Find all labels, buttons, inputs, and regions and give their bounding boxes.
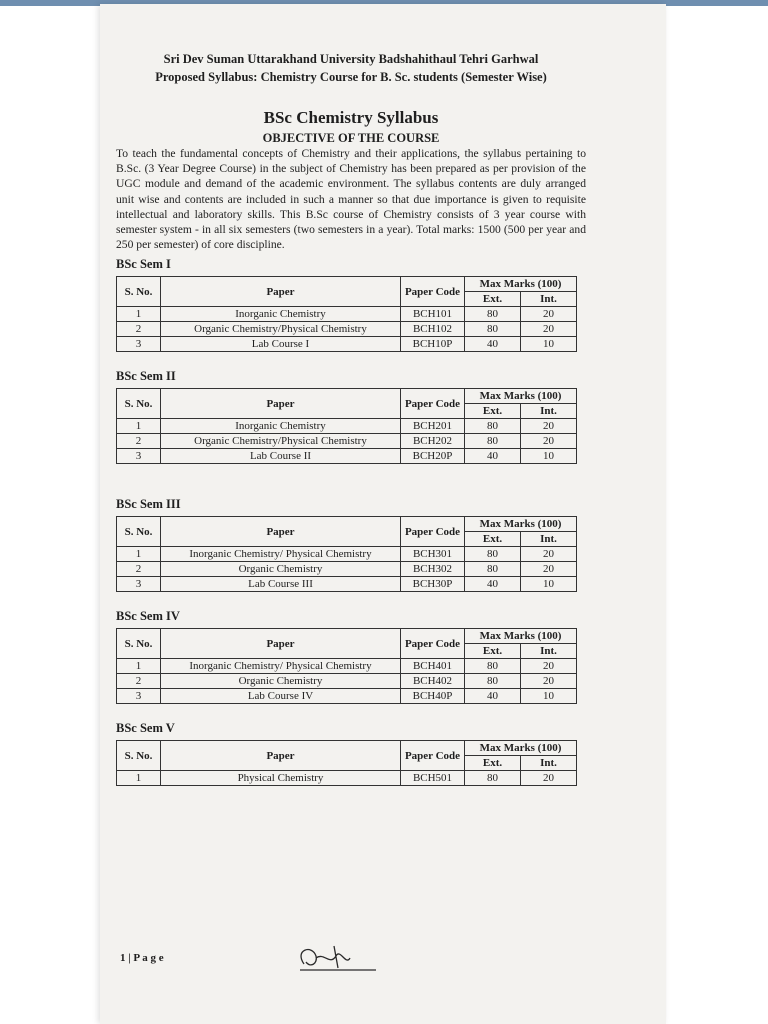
cell-sno: 3 [117,449,161,464]
col-int: Int. [521,532,577,547]
col-ext: Ext. [465,756,521,771]
col-ext: Ext. [465,532,521,547]
document-page [100,4,666,1024]
table-row [117,307,577,322]
col-max-marks: Max Marks (100) [465,389,577,404]
col-code: Paper Code [401,389,465,419]
cell-int: 20 [521,659,577,674]
cell-code: BCH201 [401,419,465,434]
cell-sno: 1 [117,659,161,674]
cell-ext: 80 [465,547,521,562]
cell-ext: 80 [465,307,521,322]
semester-table [116,628,577,704]
table-row [117,674,577,689]
cell-paper: Organic Chemistry/Physical Chemistry [161,434,401,449]
cell-sno: 1 [117,419,161,434]
table-row [117,434,577,449]
table-row [117,659,577,674]
semester-table [116,740,577,786]
cell-sno: 3 [117,337,161,352]
cell-sno: 2 [117,562,161,577]
cell-ext: 40 [465,337,521,352]
cell-int: 20 [521,547,577,562]
cell-paper: Lab Course I [161,337,401,352]
table-row [117,689,577,704]
cell-int: 20 [521,771,577,786]
semester-table [116,388,577,464]
cell-ext: 80 [465,562,521,577]
cell-sno: 3 [117,577,161,592]
col-ext: Ext. [465,292,521,307]
cell-int: 20 [521,322,577,337]
university-name: Sri Dev Suman Uttarakhand University Badshahithaul Tehri Garhwal [163,52,539,66]
semester-label: BSc Sem IV [116,609,180,624]
cell-ext: 80 [465,434,521,449]
page-title: BSc Chemistry Syllabus [263,108,439,127]
cell-sno: 2 [117,674,161,689]
cell-code: BCH302 [401,562,465,577]
col-sno: S. No. [117,741,161,771]
page-number: 1 | P a g e [120,952,164,964]
table-row [117,547,577,562]
cell-int: 20 [521,434,577,449]
col-max-marks: Max Marks (100) [465,629,577,644]
cell-ext: 80 [465,419,521,434]
cell-code: BCH202 [401,434,465,449]
col-paper: Paper [161,389,401,419]
table-header-row [117,389,577,404]
signature-icon [290,942,380,976]
cell-int: 20 [521,562,577,577]
cell-int: 10 [521,449,577,464]
col-sno: S. No. [117,277,161,307]
col-code: Paper Code [401,277,465,307]
cell-sno: 2 [117,322,161,337]
cell-sno: 3 [117,689,161,704]
cell-ext: 80 [465,322,521,337]
cell-int: 20 [521,307,577,322]
syllabus-proposal: Proposed Syllabus: Chemistry Course for B. Sc. students (Semester Wise) [155,70,547,84]
semester-label: BSc Sem V [116,721,175,736]
cell-ext: 80 [465,659,521,674]
col-code: Paper Code [401,629,465,659]
cell-code: BCH10P [401,337,465,352]
col-paper: Paper [161,517,401,547]
cell-int: 20 [521,674,577,689]
cell-code: BCH30P [401,577,465,592]
cell-paper: Physical Chemistry [161,771,401,786]
cell-ext: 40 [465,689,521,704]
cell-paper: Inorganic Chemistry/ Physical Chemistry [161,547,401,562]
col-paper: Paper [161,741,401,771]
cell-int: 10 [521,577,577,592]
col-code: Paper Code [401,741,465,771]
cell-paper: Lab Course IV [161,689,401,704]
cell-paper: Organic Chemistry/Physical Chemistry [161,322,401,337]
table-header-row [117,517,577,532]
col-sno: S. No. [117,517,161,547]
col-int: Int. [521,644,577,659]
col-paper: Paper [161,629,401,659]
table-row [117,449,577,464]
cell-sno: 1 [117,547,161,562]
table-row [117,337,577,352]
col-max-marks: Max Marks (100) [465,277,577,292]
col-sno: S. No. [117,389,161,419]
cell-code: BCH20P [401,449,465,464]
cell-int: 20 [521,419,577,434]
table-row [117,577,577,592]
cell-code: BCH402 [401,674,465,689]
col-sno: S. No. [117,629,161,659]
cell-code: BCH101 [401,307,465,322]
cell-paper: Lab Course III [161,577,401,592]
document-body [116,50,586,786]
col-paper: Paper [161,277,401,307]
cell-ext: 40 [465,577,521,592]
cell-code: BCH401 [401,659,465,674]
col-ext: Ext. [465,404,521,419]
semester-table [116,276,577,352]
page-footer [120,952,590,982]
semester-label: BSc Sem I [116,257,171,272]
col-int: Int. [521,404,577,419]
table-header-row [117,629,577,644]
cell-int: 10 [521,337,577,352]
semester-label: BSc Sem II [116,369,176,384]
cell-ext: 80 [465,674,521,689]
objective-paragraph: To teach the fundamental concepts of Chemistry and their applications, the syllabus pertaining to B.Sc. (3 Year Degree Course) in the subject of Chemistry has been prepared as per provision of the UGC module and demand of the academic environment. The syllabus contents are duly arranged unit wise and contents are included in such a manner so that due importance is given to requisite intellectual and laboratory skills. This B.Sc course of Chemistry consists of 3 year course with semester system - in all six semesters (two semesters in a year). Total marks: 1500 (500 per year and 250 per semester) of core discipline. [116,147,586,252]
cell-sno: 1 [117,771,161,786]
cell-paper: Inorganic Chemistry [161,419,401,434]
cell-paper: Organic Chemistry [161,562,401,577]
cell-code: BCH102 [401,322,465,337]
table-row [117,322,577,337]
col-ext: Ext. [465,644,521,659]
cell-paper: Inorganic Chemistry [161,307,401,322]
cell-code: BCH301 [401,547,465,562]
table-row [117,419,577,434]
col-int: Int. [521,292,577,307]
objective-heading: OBJECTIVE OF THE COURSE [262,131,440,145]
table-header-row [117,741,577,756]
cell-paper: Inorganic Chemistry/ Physical Chemistry [161,659,401,674]
table-row [117,562,577,577]
cell-code: BCH501 [401,771,465,786]
cell-paper: Organic Chemistry [161,674,401,689]
table-row [117,771,577,786]
cell-ext: 40 [465,449,521,464]
table-header-row [117,277,577,292]
col-code: Paper Code [401,517,465,547]
cell-sno: 1 [117,307,161,322]
col-max-marks: Max Marks (100) [465,741,577,756]
cell-paper: Lab Course II [161,449,401,464]
col-int: Int. [521,756,577,771]
col-max-marks: Max Marks (100) [465,517,577,532]
cell-sno: 2 [117,434,161,449]
semester-label: BSc Sem III [116,497,181,512]
cell-int: 10 [521,689,577,704]
cell-code: BCH40P [401,689,465,704]
semester-table [116,516,577,592]
cell-ext: 80 [465,771,521,786]
